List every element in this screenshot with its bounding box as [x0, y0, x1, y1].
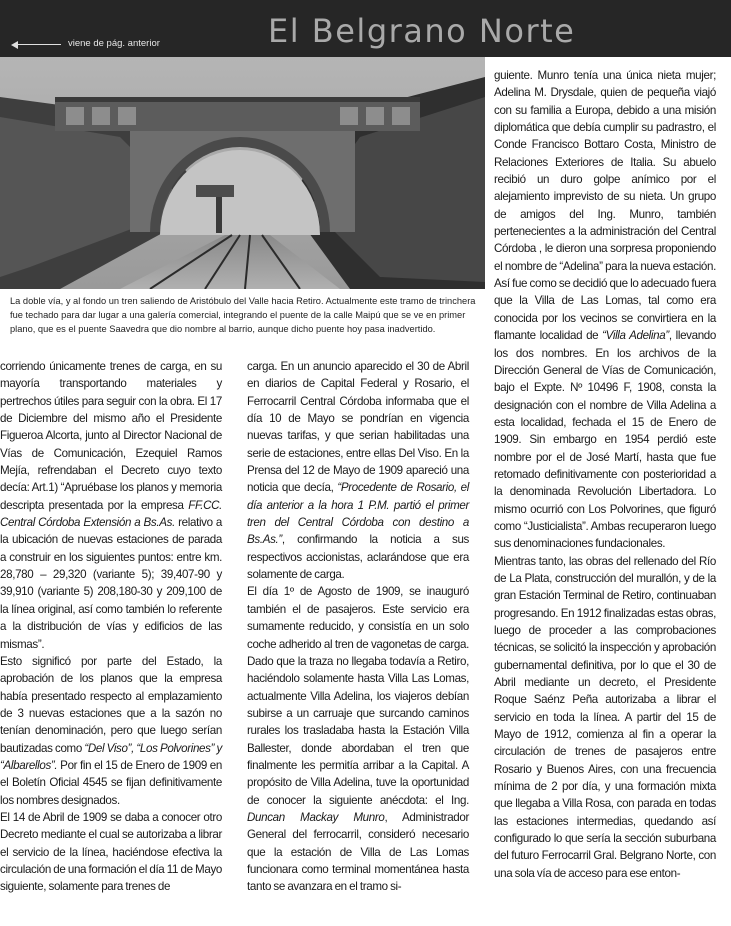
- text-column-3: [494, 67, 716, 882]
- paragraph: guiente. Munro tenía una única nieta mujer; Adelina M. Drysdale, quien de pequeña viajó con su familia a Europa, debido a una misión diplomática que debía cumplir su padrastro, el Conde Francisco Bottaro Costa, Ministro de Relaciones Exteriores de Italia. Su abuelo recibió un duro golpe anímico por el alejamiento imprevisto de su nieta. Un grupo de amigos del Ing. Munro, también pertenecientes a la administración del Central Córdoba , le dieron una sorpresa proponiendo el nombre de “Adelina” para la nueva estación. Así fue como se decidió que lo adecuado fuera que la Villa de Las Lomas, tal como era conocida por los vecinos se convirtiera en la flamante localidad de “Villa Adelina”, llevando los dos nombres. En los archivos de la Dirección General de Vías de Comunicación, bajo el Expte. Nº 10496 F, 1908, consta la designación con el nombre de Villa Adelina a esta localidad, fechada el 15 de Enero de 1909. Sin embargo en 1954 perdió este nombre por el de José Martí, hasta que fue retomado definitivamente con posterioridad a la denominada Revolución Libertadora. Lo mismo ocurrió con Los Polvorines, que figuró como “Justicialista”. Ambas recuperaron luego sus denominaciones fundacionales.: [494, 69, 716, 551]
- paragraph: El 14 de Abril de 1909 se daba a conocer otro Decreto mediante el cual se autorizaba a librar el servicio de la línea, haciéndose efectiva la circulación de una formación el día 11 de Mayo siguiente, solamente para trenes de: [0, 810, 223, 894]
- text-column-1: [0, 358, 222, 896]
- arrow-left-icon: [11, 41, 61, 49]
- caption-line: La doble vía, y al fondo un tren saliendo de Aristóbulo del Valle hacia Retiro. Actualmente este tramo de trinchera: [10, 296, 476, 306]
- paragraph: corriendo únicamente trenes de carga, en su mayoría transportando materiales y pertrechos útiles para seguir con la obra. El 17 de Diciembre del mismo año el Presidente Figueroa Alcorta, junto al Director Nacional de Vías de Comunicación, Ezequiel Ramos Mejía, refrendaban el Decreto cuyo texto decía: Art.1) “Apruébase los planos y memoria descripta presentada por la empresa FF.CC. Central Córdoba Extensión a Bs.As. relativo a la ubicación de nuevas estaciones de parada a construir en los siguientes puntos: entre km. 28,780 – 29,320 (variante 5); 39,407-90 y 39,910 (variante 5) 208,180-30 y 209,100 de la línea original, así como también lo referente a la distribución de vías y edificios de las mismas”.: [0, 360, 222, 651]
- previous-page-note: viene de pág. anterior: [68, 38, 160, 49]
- bridge-photo: [0, 57, 485, 289]
- paragraph: carga. En un anuncio aparecido el 30 de Abril en diarios de Capital Federal y Rosario, el Ferrocarril Central Córdoba informaba que el día 10 de Mayo se pondrían en vigencia nuevas tarifas, y que serian habilitadas una serie de estaciones, entre ellas Del Viso. En la Prensa del 12 de Mayo de 1909 apareció una noticia que decía, “Procedente de Rosario, el día anterior a la hora 1 P.M. partió el primer tren del Central Córdoba con destino a Bs.As.”, confirmando la noticia a sus respectivos accionistas, aclarándose que era solamente de carga.: [247, 360, 469, 582]
- paragraph: Mientras tanto, las obras del rellenado del Río de La Plata, construcción del murallón, y de la gran Estación Terminal de Retiro, continuaban progresando. En 1912 finalizadas estas obras, luego de proceder a las comprobaciones técnicas, se solicitó la inspección y aprobación gubernamental definitiva, por lo que el 30 de Abril mediante un decreto, el Presidente Roque Saénz Peña autorizaba a librar el servicio en toda la línea. A partir del 15 de Mayo de 1912, comienza al fin a operar la circulación de trenes de pasajeros entre Rosario y Buenos Aires, con una frecuencia mínima de 2 por día, y una formación mixta que llegaba a Villa Rosa, con parada en todas las estaciones intermedias, quedando así configurado lo que sería la sección suburbana del futuro Ferrocarril Gral. Belgrano Norte, con una sola vía de acceso para ese enton-: [494, 554, 716, 880]
- caption-line: plano, que es el puente Saavedra que dio nombre al barrio, aunque dicho puente hoy pasa inadvertido.: [10, 324, 436, 334]
- paragraph: Esto significó por parte del Estado, la aprobación de los planos que la empresa había presentado respecto al emplazamiento de 3 nuevas estaciones que a la sazón no tenían denominación, pero que luego serían bautizadas como “Del Viso”, “Los Polvorines” y “Albarellos”. Por fin el 15 de Enero de 1909 en el Boletín Oficial 4545 se fijan definitivamente los nombres designados.: [0, 654, 222, 807]
- page-title: El Belgrano Norte: [268, 12, 576, 50]
- caption-line: fue techado para dar lugar a una galería comercial, integrando el puente de la calle Maipú que se ve en primer: [10, 310, 466, 320]
- paragraph: El día 1º de Agosto de 1909, se inauguró también el de pasajeros. Este servicio era sumamente reducido, y consistía en un solo coche adherido al tren de vagonetas de carga. Dado que la traza no llegaba todavía a Retiro, haciéndolo solamente hasta Villa Las Lomas, actualmente Villa Adelina, los viajeros debían subirse a un carruaje que surcando caminos rurales los trasladaba hasta la Estación Villa Ballester, donde abordaban el tren que finalmente les permitía arribar a la Capital. A propósito de Villa Adelina, tuve la oportunidad de conocer la siguiente anécdota: el Ing. Duncan Mackay Munro, Administrador General del ferrocarril, consideró necesario que la estación de Villa de Las Lomas funcionara como terminal momentánea hasta tanto se avanzara en el tramo si-: [247, 585, 469, 894]
- photo-caption: [10, 294, 480, 336]
- text-column-2: [247, 358, 469, 896]
- page-header: [0, 0, 731, 57]
